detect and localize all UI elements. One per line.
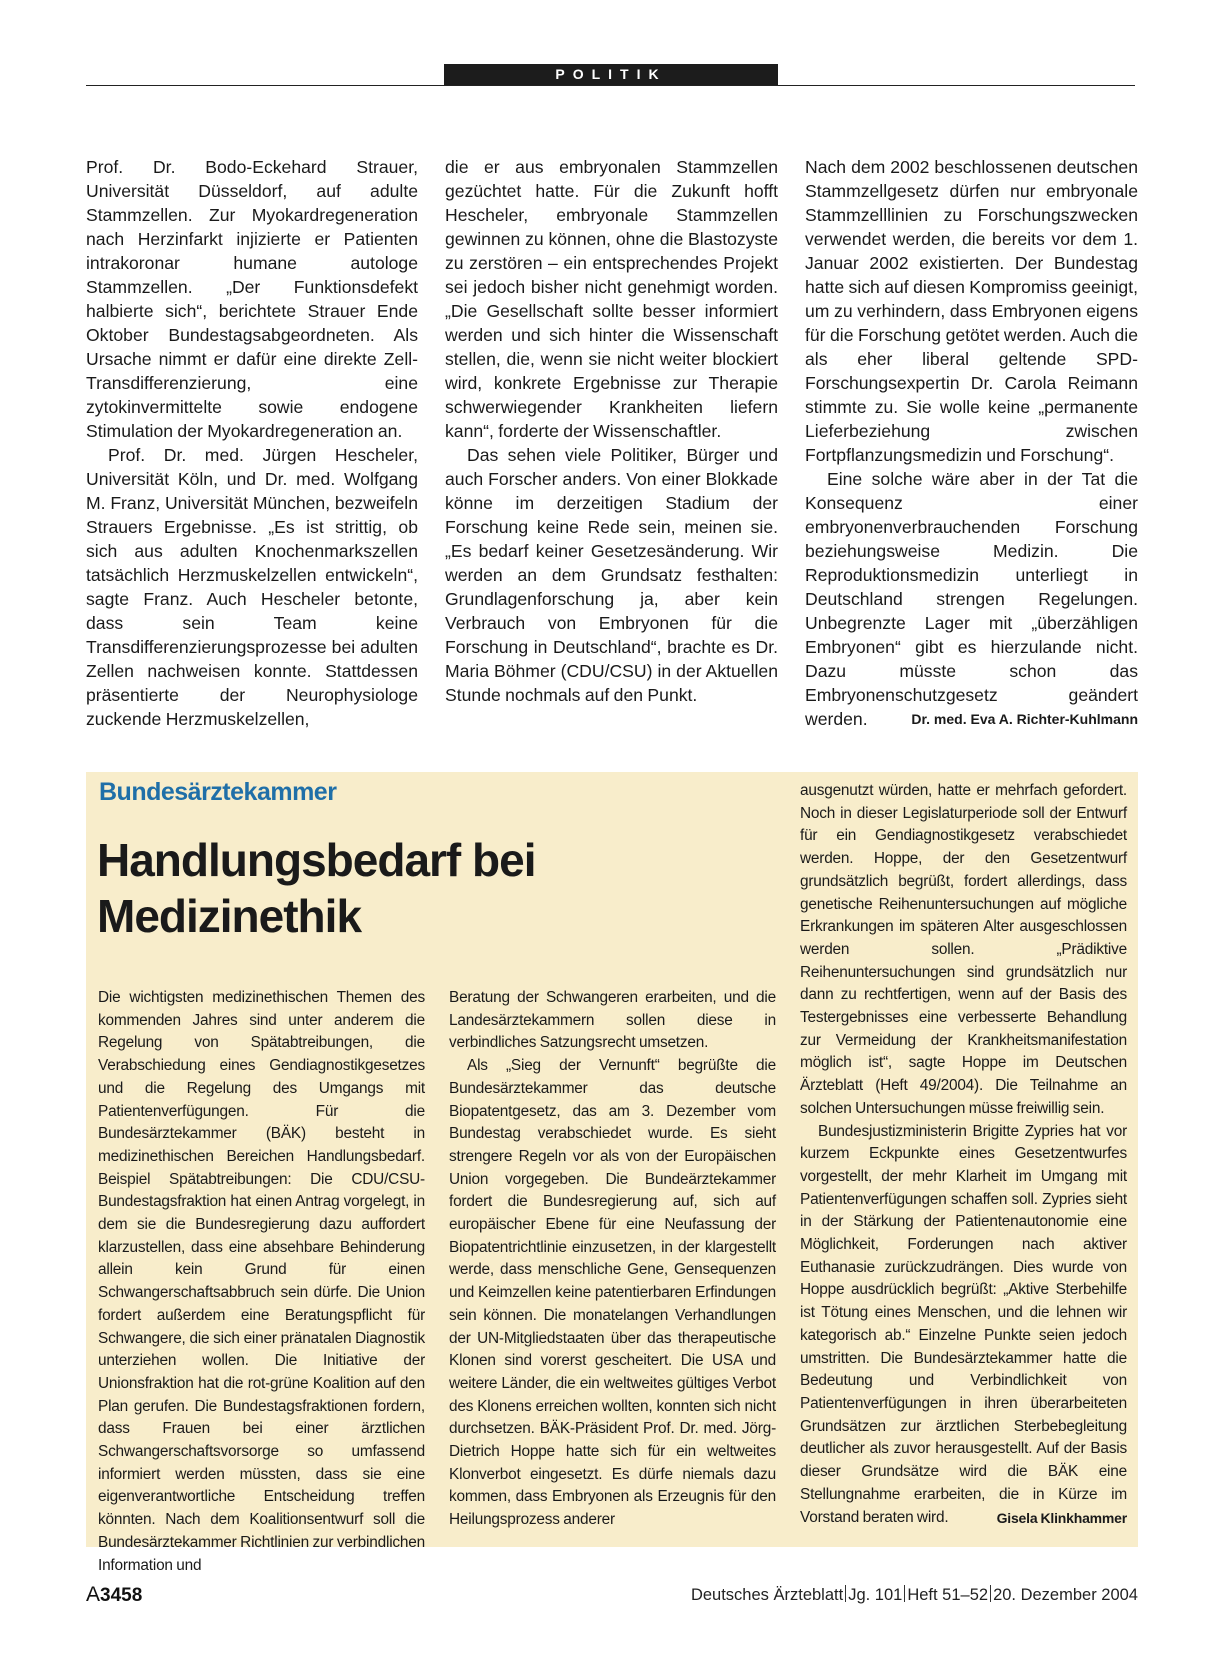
journal-date: 20. Dezember 2004 bbox=[993, 1586, 1138, 1604]
article-column-3 bbox=[805, 155, 1138, 735]
paragraph: Beratung der Schwangeren erarbeiten, und die Landesärztekammern sollen diese in verbindliches Satzungsrecht umsetzen. bbox=[449, 989, 776, 1052]
paragraph: ausgenutzt würden, hatte er mehrfach gefordert. Noch in dieser Legislaturperiode soll der Entwurf für ein Gendiagnostikgesetz verabschiedet werden. Hoppe, der den Gesetzentwurf grundsätzlich begrüßt, fordert allerdings, dass genetische Reihenuntersuchungen auf mögliche Erkrankungen im späteren Alter ausgeschlossen werden sollen. „Prädiktive Reihenuntersuchungen sind grundsätzlich nur dann zu rechtfertigen, wenn auf der Basis des Testergebnisses eine verbesserte Behandlung zur Vermeidung der Krankheitsmanifestation möglich ist“, sagte Hoppe im Deutschen Ärzteblatt (Heft 49/2004). Die Teilnahme an solchen Untersuchungen müsse freiwillig sein. bbox=[800, 782, 1127, 1117]
paragraph-text: Eine solche wäre aber in der Tat die Konsequenz einer embryonenverbrauchenden Forschung beziehungsweise Medizin. Die Reproduktionsmedizin unterliegt in Deutschland strengen Regelungen. Unbegrenzte Lager mit „überzähligen Embryonen“ gibt es hierzulande nicht. Dazu müsste schon das Embryonenschutzgesetz geändert werden. bbox=[805, 469, 1138, 729]
header-rule bbox=[86, 85, 1135, 86]
article-author: Dr. med. Eva A. Richter-Kuhlmann bbox=[911, 711, 1138, 727]
footer-divider bbox=[990, 1585, 991, 1602]
paragraph-text: Bundesjustizministerin Brigitte Zypries hat vor kurzem Eckpunkte eines Gesetzentwurfes vorgestellt, der mehr Klarheit im Umgang mit Patientenverfügungen schaffen soll. Zypries sieht in der Stärkung der Patientenautonomie eine Möglichkeit, Forderungen nach aktiver Euthanasie zurückzudrängen. Dies wurde von Hoppe ausdrücklich begrüßt: „Aktive Sterbehilfe ist Tötung eines Menschen, und die lehnen wir kategorisch ab.“ Einzelne Punkte seien jedoch umstritten. Die Bundesärztekammer hatte die Bedeutung und Verbindlichkeit von Patientenverfügungen in ihren überarbeiteten Grundsätzen zur ärztlichen Sterbebegleitung deutlicher als zuvor herausgestellt. Auf der Basis dieser Grundsätze wird die BÄK eine Stellungnahme erarbeiten, die in Kürze im Vorstand beraten wird. bbox=[800, 1122, 1127, 1526]
footer-divider bbox=[904, 1585, 905, 1602]
journal-volume: Jg. 101 bbox=[848, 1586, 903, 1604]
page-prefix: A bbox=[86, 1583, 101, 1606]
paragraph: Prof. Dr. Bodo-Eckehard Strauer, Universität Düsseldorf, auf adulte Stammzellen. Zur Myokardregeneration nach Herzinfarkt injizierte er Patienten intrakoronar humane autologe Stammzellen. „Der Funktionsdefekt halbierte sich“, berichtete Strauer Ende Oktober Bundestagsabgeordneten. Als Ursache nimmt er dafür eine direkte Zell-Transdifferenzierung, eine zytokinvermittelte sowie endogene Stimulation der Myokardregeneration an. bbox=[86, 157, 418, 441]
journal-name: Deutsches Ärzteblatt bbox=[690, 1586, 844, 1604]
paragraph bbox=[805, 467, 1138, 731]
page-number-value: 3458 bbox=[100, 1585, 143, 1606]
box-column-3 bbox=[800, 780, 1127, 1540]
box-author: Gisela Klinkhammer bbox=[996, 1509, 1127, 1526]
article-kicker: Bundesärztekammer bbox=[99, 778, 337, 806]
journal-footer bbox=[691, 1585, 1138, 1605]
box-column-2 bbox=[449, 987, 776, 1535]
page-number bbox=[86, 1583, 142, 1607]
paragraph: Die wichtigsten medizinethischen Themen des kommenden Jahres sind unter anderem die Regelung von Spätabtreibungen, die Verabschiedung eines Gendiagnostikgesetzes und die Regelung des Umgangs mit Patientenverfügungen. Für die Bundesärztekammer (BÄK) besteht in medizinethischen Bereichen Handlungsbedarf. Beispiel Spätabtreibungen: Die CDU/CSU-Bundestagsfraktion hat einen Antrag vorgelegt, in dem sie die Bundesregierung dazu auffordert klarzustellen, dass eine absehbare Behinderung allein kein Grund für einen Schwangerschaftsabbruch sein dürfe. Die Union fordert außerdem eine Beratungspflicht für Schwangere, die sich einer pränatalen Diagnostik unterziehen wollen. Die Initiative der Unionsfraktion hat die rot-grüne Koalition auf den Plan gerufen. Die Bundestagsfraktionen fordern, dass Frauen bei einer ärztlichen Schwangerschaftsvorsorge so umfassend informiert werden müssten, dass sie eine eigenverantwortliche Entscheidung treffen könnten. Nach dem Koalitionsentwurf soll die Bundesärztekammer Richtlinien zur verbindlichen Information und bbox=[98, 989, 425, 1574]
paragraph: die er aus embryonalen Stammzellen gezüchtet hatte. Für die Zukunft hofft Hescheler, embryonale Stammzellen gewinnen zu können, ohne die Blastozyste zu zerstören – ein entsprechendes Projekt sei jedoch bisher nicht genehmigt worden. „Die Gesellschaft sollte besser informiert werden und sich hinter die Wissenschaft stellen, die, wenn sie nicht weiter blockiert wird, konkrete Ergebnisse zur Therapie schwerwiegender Krankheiten liefern kann“, forderte der Wissenschaftler. bbox=[445, 157, 778, 441]
paragraph bbox=[800, 1121, 1127, 1530]
paragraph: Prof. Dr. med. Jürgen Hescheler, Universität Köln, und Dr. med. Wolfgang M. Franz, Universität München, bezweifeln Strauers Ergebnisse. „Es ist strittig, ob sich aus adulten Knochenmarkszellen tatsächlich Herzmuskelzellen entwickeln“, sagte Franz. Auch Hescheler betonte, dass sein Team keine Transdifferenzierungsprozesse bei adulten Zellen nachweisen konnte. Stattdessen präsentierte der Neurophysiologe zuckende Herzmuskelzellen, bbox=[86, 445, 418, 729]
paragraph: Das sehen viele Politiker, Bürger und auch Forscher anders. Von einer Blokkade könne im derzeitigen Stadium der Forschung keine Rede sein, meinen sie. „Es bedarf keiner Gesetzesänderung. Wir werden an dem Grundsatz festhalten: Grundlagenforschung ja, aber kein Verbrauch von Embryonen für die Forschung in Deutschland“, brachte es Dr. Maria Böhmer (CDU/CSU) in der Aktuellen Stunde nochmals auf den Punkt. bbox=[445, 445, 778, 705]
article-headline: Handlungsbedarf bei Medizinethik bbox=[97, 834, 536, 942]
paragraph: Als „Sieg der Vernunft“ begrüßte die Bundesärztekammer das deutsche Biopatentgesetz, das am 3. Dezember vom Bundestag verabschiedet wurde. Es sieht strengere Regeln vor als von der Europäischen Union vorgegeben. Die Bundeärztekammer fordert die Bundesregierung auf, sich auf europäischer Ebene für eine Neufassung der Biopatentrichtlinie einzusetzen, in der klargestellt werde, dass menschliche Gene, Gensequenzen und Keimzellen keine patentierbaren Erfindungen sein können. Die monatelangen Verhandlungen der UN-Mitgliedstaaten über das therapeutische Klonen sind vorerst gescheitert. Die USA und weitere Länder, die ein weltweites gültiges Verbot des Klonens erreichen wollten, konnten sich nicht durchsetzen. BÄK-Präsident Prof. Dr. med. Jörg-Dietrich Hoppe hatte sich für ein weltweites Klonverbot eingesetzt. Es dürfe niemals dazu kommen, dass Embryonen als Erzeugnis für den Heilungsprozess anderer bbox=[449, 1057, 776, 1529]
article-column-2 bbox=[445, 155, 778, 735]
paragraph: Nach dem 2002 beschlossenen deutschen Stammzellgesetz dürfen nur embryonale Stammzelllinien zu Forschungszwecken verwendet werden, die bereits vor dem 1. Januar 2002 existierten. Der Bundestag hatte sich auf diesen Kompromiss geeinigt, um zu verhindern, dass Embryonen eigens für die Forschung getötet werden. Auch die als eher liberal geltende SPD-Forschungsexpertin Dr. Carola Reimann stimmte zu. Sie wolle keine „permanente Lieferbeziehung zwischen Fortpflanzungsmedizin und Forschung“. bbox=[805, 157, 1138, 465]
article-column-1 bbox=[86, 155, 418, 735]
footer-divider bbox=[845, 1585, 846, 1602]
box-column-1 bbox=[98, 987, 425, 1574]
journal-issue: Heft 51–52 bbox=[907, 1586, 989, 1604]
section-label: POLITIK bbox=[444, 64, 778, 85]
